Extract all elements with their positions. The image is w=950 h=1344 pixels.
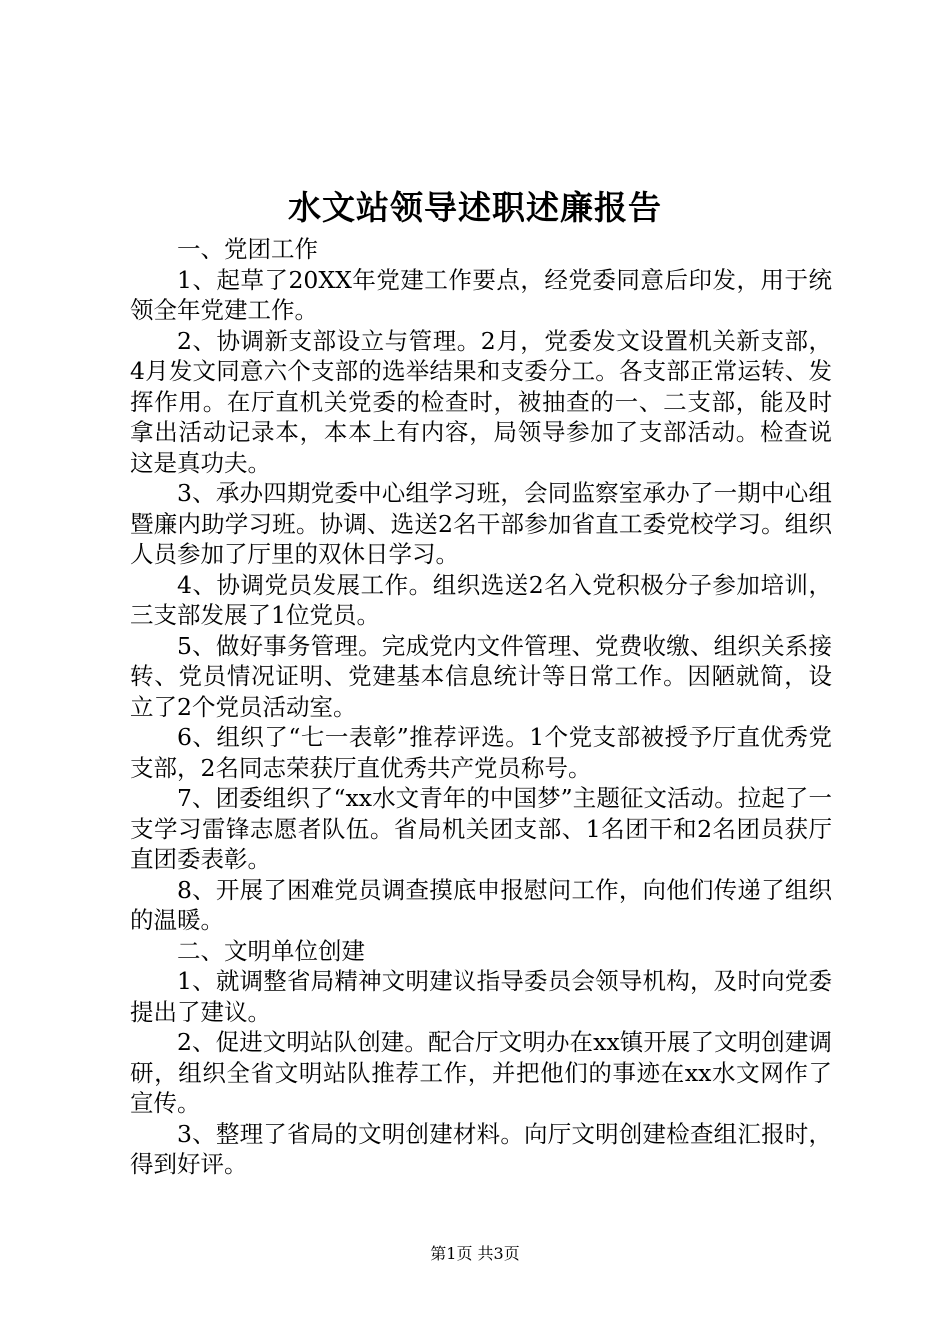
paragraph: 2、促进文明站队创建。配合厅文明办在xx镇开展了文明创建调研，组织全省文明站队推荐工作，并把他们的事迹在xx水文网作了宣传。 — [130, 1028, 832, 1117]
section-heading: 一、党团工作 — [177, 235, 318, 263]
paragraph: 5、做好事务管理。完成党内文件管理、党费收缴、组织关系接转、党员情况证明、党建基本信息统计等日常工作。因陋就简，设立了2个党员活动室。 — [130, 631, 832, 721]
page-footer: 第1页 共3页 — [430, 1244, 520, 1263]
document-title: 水文站领导述职述廉报告 — [288, 188, 662, 227]
document-body — [130, 234, 832, 1180]
paragraph: 4、协调党员发展工作。组织选送2名入党积极分子参加培训，三支部发展了1位党员。 — [130, 570, 832, 629]
paragraph: 1、起草了20XX年党建工作要点，经党委同意后印发，用于统领全年党建工作。 — [130, 265, 832, 324]
paragraph: 7、团委组织了“xx水文青年的中国梦”主题征文活动。拉起了一支学习雷锋志愿者队伍。省局机关团支部、1名团干和2名团员获厅直团委表彰。 — [130, 784, 832, 873]
paragraph: 3、承办四期党委中心组学习班，会同监察室承办了一期中心组暨廉内助学习班。协调、选送2名干部参加省直工委党校学习。组织人员参加了厅里的双休日学习。 — [130, 479, 832, 568]
paragraph: 8、开展了困难党员调查摸底申报慰问工作，向他们传递了组织的温暖。 — [130, 875, 832, 934]
section-heading: 二、文明单位创建 — [177, 936, 365, 965]
paragraph: 1、就调整省局精神文明建议指导委员会领导机构，及时向党委提出了建议。 — [130, 967, 832, 1026]
paragraph: 6、组织了“七一表彰”推荐评选。1个党支部被授予厅直优秀党支部，2名同志荣获厅直优秀共产党员称号。 — [130, 723, 832, 782]
paragraph: 3、整理了省局的文明创建材料。向厅文明创建检查组汇报时，得到好评。 — [130, 1119, 832, 1178]
paragraph: 2、协调新支部设立与管理。2月，党委发文设置机关新支部，4月发文同意六个支部的选举结果和支委分工。各支部正常运转、发挥作用。在厅直机关党委的检查时，被抽查的一、二支部，能及时拿出活动记录本，本本上有内容，局领导参加了支部活动。检查说这是真功夫。 — [130, 326, 832, 477]
